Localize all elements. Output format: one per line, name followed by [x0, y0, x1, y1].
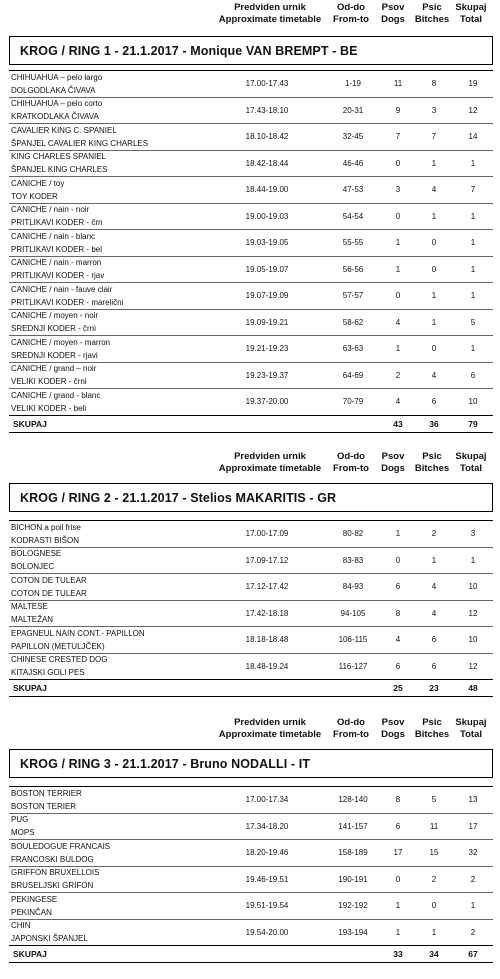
range-cell: 46-46 [325, 150, 381, 177]
total-cell: 12 [453, 97, 493, 124]
breed-name: CHIHUAHUA – pelo largo [11, 72, 103, 82]
table-row [9, 787, 493, 814]
ring-3-title-box [9, 749, 493, 778]
bitches-cell: 1 [415, 547, 453, 574]
range-cell: 57-57 [325, 283, 381, 310]
bitches-cell: 0 [415, 893, 453, 920]
bitches-sum: 36 [415, 415, 453, 432]
time-cell: 17.00-17.34 [209, 787, 325, 814]
dogs-cell: 1 [381, 256, 415, 283]
dogs-cell: 8 [381, 600, 415, 627]
breed-cell [9, 362, 209, 389]
breed-name: CANICHE / toy [11, 178, 65, 188]
total-cell: 6 [453, 362, 493, 389]
breed-cell [9, 627, 209, 654]
breed-local-name: FRANCOSKI BULDOG [11, 854, 94, 864]
ring-2-title-box [9, 483, 493, 512]
breed-local-name: KODRASTI BIŠON [11, 535, 80, 545]
range-cell: 128-140 [325, 787, 381, 814]
dogs-cell: 4 [381, 389, 415, 416]
time-cell: 18.48-19.24 [209, 653, 325, 680]
total-cell: 1 [453, 256, 493, 283]
total-header: Skupaj Total [455, 451, 487, 474]
time-cell: 18.10-18.42 [209, 124, 325, 151]
breed-local-name: PRITLIKAVI KODER - marelični [11, 297, 124, 307]
bitches-cell: 6 [415, 653, 453, 680]
breed-cell [9, 97, 209, 124]
total-cell: 2 [453, 919, 493, 946]
breed-local-name: PEKINČAN [11, 907, 52, 917]
dogs-cell: 1 [381, 919, 415, 946]
breed-cell [9, 919, 209, 946]
total-cell: 1 [453, 336, 493, 363]
table-row [9, 600, 493, 627]
dogs-cell: 6 [381, 653, 415, 680]
empty-cell [325, 946, 381, 963]
ring-2-column-header [0, 451, 500, 481]
breed-name: GRIFFON BRUXELLOIS [11, 868, 100, 878]
empty-cell [209, 415, 325, 432]
bitches-cell: 0 [415, 336, 453, 363]
bitches-cell: 1 [415, 283, 453, 310]
time-cell: 19.37-20.00 [209, 389, 325, 416]
breed-name: KING CHARLES SPANIEL [11, 152, 106, 162]
total-cell: 3 [453, 521, 493, 548]
table-row [9, 653, 493, 680]
table-row [9, 919, 493, 946]
range-cell: 63-63 [325, 336, 381, 363]
total-label: SKUPAJ [9, 946, 209, 963]
dogs-cell: 8 [381, 787, 415, 814]
bitches-cell: 4 [415, 574, 453, 601]
bitches-header: Psic Bitches [414, 717, 450, 740]
breed-name: CHINESE CRESTED DOG [11, 655, 108, 665]
table-row [9, 256, 493, 283]
ring-title: KROG / RING 2 - 21.1.2017 - Stelios MAKARITIS - GR [20, 491, 337, 505]
breed-name: MALTESE [11, 602, 48, 612]
ring-1-table [9, 70, 493, 433]
total-sum: 48 [453, 680, 493, 697]
breed-local-name: VELIKI KODER - beli [11, 403, 87, 413]
dogs-header: Psov Dogs [381, 2, 405, 25]
bitches-cell: 1 [415, 150, 453, 177]
range-cell: 158-189 [325, 840, 381, 867]
time-cell: 18.20-19.46 [209, 840, 325, 867]
time-cell: 17.34-18.20 [209, 813, 325, 840]
bitches-cell: 1 [415, 203, 453, 230]
total-sum: 67 [453, 946, 493, 963]
table-row [9, 893, 493, 920]
dogs-cell: 0 [381, 203, 415, 230]
breed-name: BICHON a poil frise [11, 522, 81, 532]
range-cell: 20-31 [325, 97, 381, 124]
breed-name: CANICHE / nain - fauve clair [11, 284, 113, 294]
breed-local-name: MOPS [11, 828, 35, 838]
time-cell: 17.00-17.09 [209, 521, 325, 548]
breed-name: CANICHE / nain - noir [11, 205, 90, 215]
dogs-cell: 2 [381, 362, 415, 389]
breed-cell [9, 600, 209, 627]
breed-name: COTON DE TULEAR [11, 575, 87, 585]
timetable-header: Predviden urnik Approximate timetable [218, 2, 322, 25]
range-cell: 80-82 [325, 521, 381, 548]
breed-name: CANICHE / moyen - noir [11, 311, 99, 321]
breed-cell [9, 787, 209, 814]
timetable-header: Predviden urnik Approximate timetable [218, 451, 322, 474]
dogs-sum: 25 [381, 680, 415, 697]
ring-2-table [9, 520, 493, 697]
range-cell: 1-19 [325, 71, 381, 98]
total-cell: 17 [453, 813, 493, 840]
range-cell: 64-69 [325, 362, 381, 389]
breed-cell [9, 547, 209, 574]
total-row [9, 415, 493, 432]
ring-title: KROG / RING 1 - 21.1.2017 - Monique VAN BREMPT - BE [20, 44, 358, 58]
time-cell: 18.44-19.00 [209, 177, 325, 204]
total-cell: 12 [453, 653, 493, 680]
dogs-header: Psov Dogs [381, 717, 405, 740]
ring-3-column-header [0, 717, 500, 747]
dogs-cell: 4 [381, 627, 415, 654]
breed-local-name: BOSTON TERIER [11, 801, 77, 811]
time-cell: 19.09-19.21 [209, 309, 325, 336]
empty-cell [209, 946, 325, 963]
dogs-cell: 1 [381, 521, 415, 548]
breed-name: EPAGNEUL NAIN CONT.- PAPILLON [11, 628, 145, 638]
total-cell: 12 [453, 600, 493, 627]
time-cell: 19.21-19.23 [209, 336, 325, 363]
time-cell: 19.54-20.00 [209, 919, 325, 946]
breed-cell [9, 389, 209, 416]
table-row [9, 574, 493, 601]
table-row [9, 362, 493, 389]
table-row [9, 124, 493, 151]
breed-cell [9, 283, 209, 310]
bitches-header: Psic Bitches [414, 451, 450, 474]
time-cell: 19.07-19.09 [209, 283, 325, 310]
dogs-sum: 33 [381, 946, 415, 963]
dogs-cell: 9 [381, 97, 415, 124]
table-row [9, 627, 493, 654]
time-cell: 19.23-19.37 [209, 362, 325, 389]
range-cell: 94-105 [325, 600, 381, 627]
empty-cell [325, 680, 381, 697]
dogs-cell: 1 [381, 230, 415, 257]
time-cell: 17.43-18.10 [209, 97, 325, 124]
table-row [9, 840, 493, 867]
bitches-cell: 1 [415, 919, 453, 946]
breed-cell [9, 866, 209, 893]
bitches-cell: 2 [415, 866, 453, 893]
fromto-header: Od-do From-to [333, 717, 369, 740]
total-sum: 79 [453, 415, 493, 432]
breed-name: CHIN [11, 921, 31, 931]
breed-cell [9, 124, 209, 151]
breed-cell [9, 71, 209, 98]
bitches-cell: 4 [415, 362, 453, 389]
ring-1-title-box [9, 36, 493, 65]
table-row [9, 336, 493, 363]
dogs-cell: 0 [381, 866, 415, 893]
breed-cell [9, 150, 209, 177]
total-cell: 19 [453, 71, 493, 98]
total-cell: 7 [453, 177, 493, 204]
timetable-header: Predviden urnik Approximate timetable [218, 717, 322, 740]
table-row [9, 97, 493, 124]
breed-local-name: BOLONJEC [11, 562, 55, 572]
dogs-cell: 6 [381, 813, 415, 840]
range-cell: 84-93 [325, 574, 381, 601]
breed-cell [9, 574, 209, 601]
total-cell: 13 [453, 787, 493, 814]
range-cell: 32-45 [325, 124, 381, 151]
range-cell: 70-79 [325, 389, 381, 416]
breed-name: CANICHE / nain - blanc [11, 231, 96, 241]
breed-name: CANICHE / nain - marron [11, 258, 102, 268]
range-cell: 193-194 [325, 919, 381, 946]
table-row [9, 866, 493, 893]
breed-name: CANICHE / moyen - marron [11, 337, 111, 347]
empty-cell [325, 415, 381, 432]
dogs-cell: 11 [381, 71, 415, 98]
range-cell: 56-56 [325, 256, 381, 283]
bitches-cell: 3 [415, 97, 453, 124]
breed-local-name: JAPONSKI ŠPANJEL [11, 934, 88, 944]
dogs-cell: 1 [381, 336, 415, 363]
breed-cell [9, 203, 209, 230]
range-cell: 141-157 [325, 813, 381, 840]
total-cell: 10 [453, 627, 493, 654]
dogs-sum: 43 [381, 415, 415, 432]
time-cell: 19.00-19.03 [209, 203, 325, 230]
breed-local-name: DOLGODLAKA ČIVAVA [11, 85, 96, 95]
table-row [9, 389, 493, 416]
total-cell: 1 [453, 547, 493, 574]
dogs-cell: 17 [381, 840, 415, 867]
time-cell: 18.42-18.44 [209, 150, 325, 177]
time-cell: 18.18-18.48 [209, 627, 325, 654]
breed-local-name: ŠPANJEL CAVALIER KING CHARLES [11, 138, 149, 148]
total-cell: 10 [453, 389, 493, 416]
total-cell: 1 [453, 203, 493, 230]
breed-local-name: KITAJSKI GOLI PES [11, 668, 85, 678]
time-cell: 19.51-19.54 [209, 893, 325, 920]
bitches-cell: 2 [415, 521, 453, 548]
breed-local-name: COTON DE TULEAR [11, 588, 87, 598]
breed-name: PEKINGESE [11, 894, 58, 904]
range-cell: 106-115 [325, 627, 381, 654]
time-cell: 19.05-19.07 [209, 256, 325, 283]
breed-name: CANICHE / grand – noir [11, 364, 97, 374]
dogs-cell: 0 [381, 547, 415, 574]
breed-local-name: PRITLIKAVI KODER - bel [11, 244, 102, 254]
breed-cell [9, 893, 209, 920]
table-row [9, 813, 493, 840]
total-cell: 5 [453, 309, 493, 336]
bitches-sum: 23 [415, 680, 453, 697]
range-cell: 54-54 [325, 203, 381, 230]
breed-local-name: PAPILLON (METULJČEK) [11, 641, 105, 651]
time-cell: 17.42-18.18 [209, 600, 325, 627]
breed-local-name: TOY KODER [11, 191, 58, 201]
breed-cell [9, 309, 209, 336]
breed-local-name: ŠPANJEL KING CHARLES [11, 165, 108, 175]
bitches-cell: 0 [415, 256, 453, 283]
breed-local-name: VELIKI KODER - črni [11, 377, 87, 387]
bitches-cell: 6 [415, 389, 453, 416]
total-cell: 10 [453, 574, 493, 601]
breed-local-name: PRITLIKAVI KODER - rjav [11, 271, 105, 281]
breed-name: CHIHUAHUA – pelo corto [11, 99, 103, 109]
table-row [9, 177, 493, 204]
range-cell: 116-127 [325, 653, 381, 680]
range-cell: 83-83 [325, 547, 381, 574]
dogs-cell: 0 [381, 150, 415, 177]
breed-cell [9, 177, 209, 204]
bitches-cell: 1 [415, 309, 453, 336]
breed-local-name: BRUSELJSKI GRIFON [11, 881, 94, 891]
total-label: SKUPAJ [9, 415, 209, 432]
time-cell: 19.46-19.51 [209, 866, 325, 893]
fromto-header: Od-do From-to [333, 451, 369, 474]
range-cell: 47-53 [325, 177, 381, 204]
breed-name: BOSTON TERRIER [11, 788, 82, 798]
range-cell: 55-55 [325, 230, 381, 257]
time-cell: 17.09-17.12 [209, 547, 325, 574]
table-row [9, 521, 493, 548]
fromto-header: Od-do From-to [333, 2, 369, 25]
table-row [9, 283, 493, 310]
breed-cell [9, 256, 209, 283]
ring-3-table [9, 786, 493, 963]
total-cell: 2 [453, 866, 493, 893]
table-row [9, 71, 493, 98]
breed-name: CANICHE / grand - blanc [11, 390, 101, 400]
breed-local-name: SREDNJI KODER - črni [11, 324, 96, 334]
table-row [9, 230, 493, 257]
bitches-cell: 8 [415, 71, 453, 98]
bitches-cell: 6 [415, 627, 453, 654]
bitches-header: Psic Bitches [414, 2, 450, 25]
bitches-cell: 15 [415, 840, 453, 867]
empty-cell [209, 680, 325, 697]
breed-cell [9, 230, 209, 257]
breed-local-name: PRITLIKAVI KODER - črn [11, 218, 103, 228]
dogs-header: Psov Dogs [381, 451, 405, 474]
bitches-cell: 4 [415, 600, 453, 627]
range-cell: 58-62 [325, 309, 381, 336]
dogs-cell: 7 [381, 124, 415, 151]
breed-name: BOLOGNESE [11, 549, 62, 559]
bitches-cell: 0 [415, 230, 453, 257]
total-header: Skupaj Total [455, 717, 487, 740]
range-cell: 190-191 [325, 866, 381, 893]
dogs-cell: 6 [381, 574, 415, 601]
breed-cell [9, 336, 209, 363]
breed-name: BOULEDOGUE FRANCAIS [11, 841, 111, 851]
total-cell: 1 [453, 893, 493, 920]
dogs-cell: 0 [381, 283, 415, 310]
table-row [9, 309, 493, 336]
ring-1-column-header [0, 2, 500, 32]
total-cell: 14 [453, 124, 493, 151]
bitches-cell: 4 [415, 177, 453, 204]
breed-name: PUG [11, 815, 29, 825]
time-cell: 19.03-19.05 [209, 230, 325, 257]
table-row [9, 203, 493, 230]
time-cell: 17.00-17.43 [209, 71, 325, 98]
time-cell: 17.12-17.42 [209, 574, 325, 601]
total-label: SKUPAJ [9, 680, 209, 697]
total-cell: 32 [453, 840, 493, 867]
total-cell: 1 [453, 150, 493, 177]
bitches-cell: 11 [415, 813, 453, 840]
ring-title: KROG / RING 3 - 21.1.2017 - Bruno NODALLI - IT [20, 757, 311, 771]
table-row [9, 150, 493, 177]
dogs-cell: 4 [381, 309, 415, 336]
breed-local-name: SREDNJI KODER - rjavi [11, 350, 98, 360]
total-cell: 1 [453, 283, 493, 310]
dogs-cell: 3 [381, 177, 415, 204]
breed-cell [9, 653, 209, 680]
dogs-cell: 1 [381, 893, 415, 920]
total-row [9, 946, 493, 963]
range-cell: 192-192 [325, 893, 381, 920]
breed-cell [9, 813, 209, 840]
table-row [9, 547, 493, 574]
bitches-cell: 5 [415, 787, 453, 814]
breed-local-name: MALTEŽAN [11, 615, 54, 625]
breed-cell [9, 840, 209, 867]
bitches-cell: 7 [415, 124, 453, 151]
breed-cell [9, 521, 209, 548]
breed-local-name: KRATKODLAKA ČIVAVA [11, 112, 99, 122]
bitches-sum: 34 [415, 946, 453, 963]
total-row [9, 680, 493, 697]
breed-name: CAVALIER KING C. SPANIEL [11, 125, 117, 135]
total-cell: 1 [453, 230, 493, 257]
total-header: Skupaj Total [455, 2, 487, 25]
